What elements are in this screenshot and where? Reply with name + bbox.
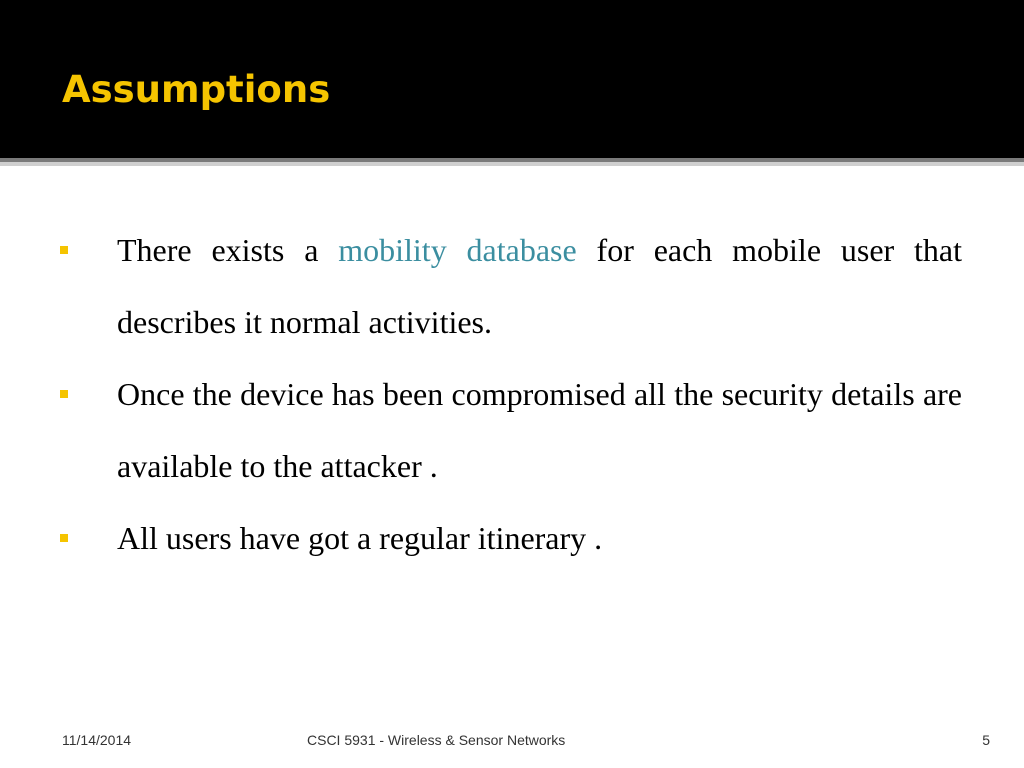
footer-date: 11/14/2014 — [62, 732, 132, 748]
bullet-list — [0, 214, 1024, 574]
slide-title: Assumptions — [62, 68, 331, 111]
bullet-text: Once the device has been compromised all the security details are available to the attacker . — [117, 376, 962, 484]
square-bullet-icon — [60, 534, 68, 542]
square-bullet-icon — [60, 246, 68, 254]
highlighted-term: mobility database — [338, 232, 577, 268]
square-bullet-icon — [60, 390, 68, 398]
bullet-text — [117, 214, 962, 358]
bullet-item-regular-itinerary — [0, 502, 1024, 574]
bullet-item-mobility-database — [0, 214, 1024, 358]
bullet-text-end: for each mobile user that describes it normal activities. — [117, 232, 962, 340]
bullet-text-start: There exists a — [117, 232, 339, 268]
footer-course-title: CSCI 5931 - Wireless & Sensor Networks — [307, 732, 566, 748]
title-divider-light — [0, 162, 1024, 166]
footer-page-number: 5 — [982, 732, 990, 748]
bullet-item-device-compromised — [0, 358, 1024, 502]
bullet-text: All users have got a regular itinerary . — [117, 520, 603, 556]
title-bar — [0, 0, 1024, 158]
